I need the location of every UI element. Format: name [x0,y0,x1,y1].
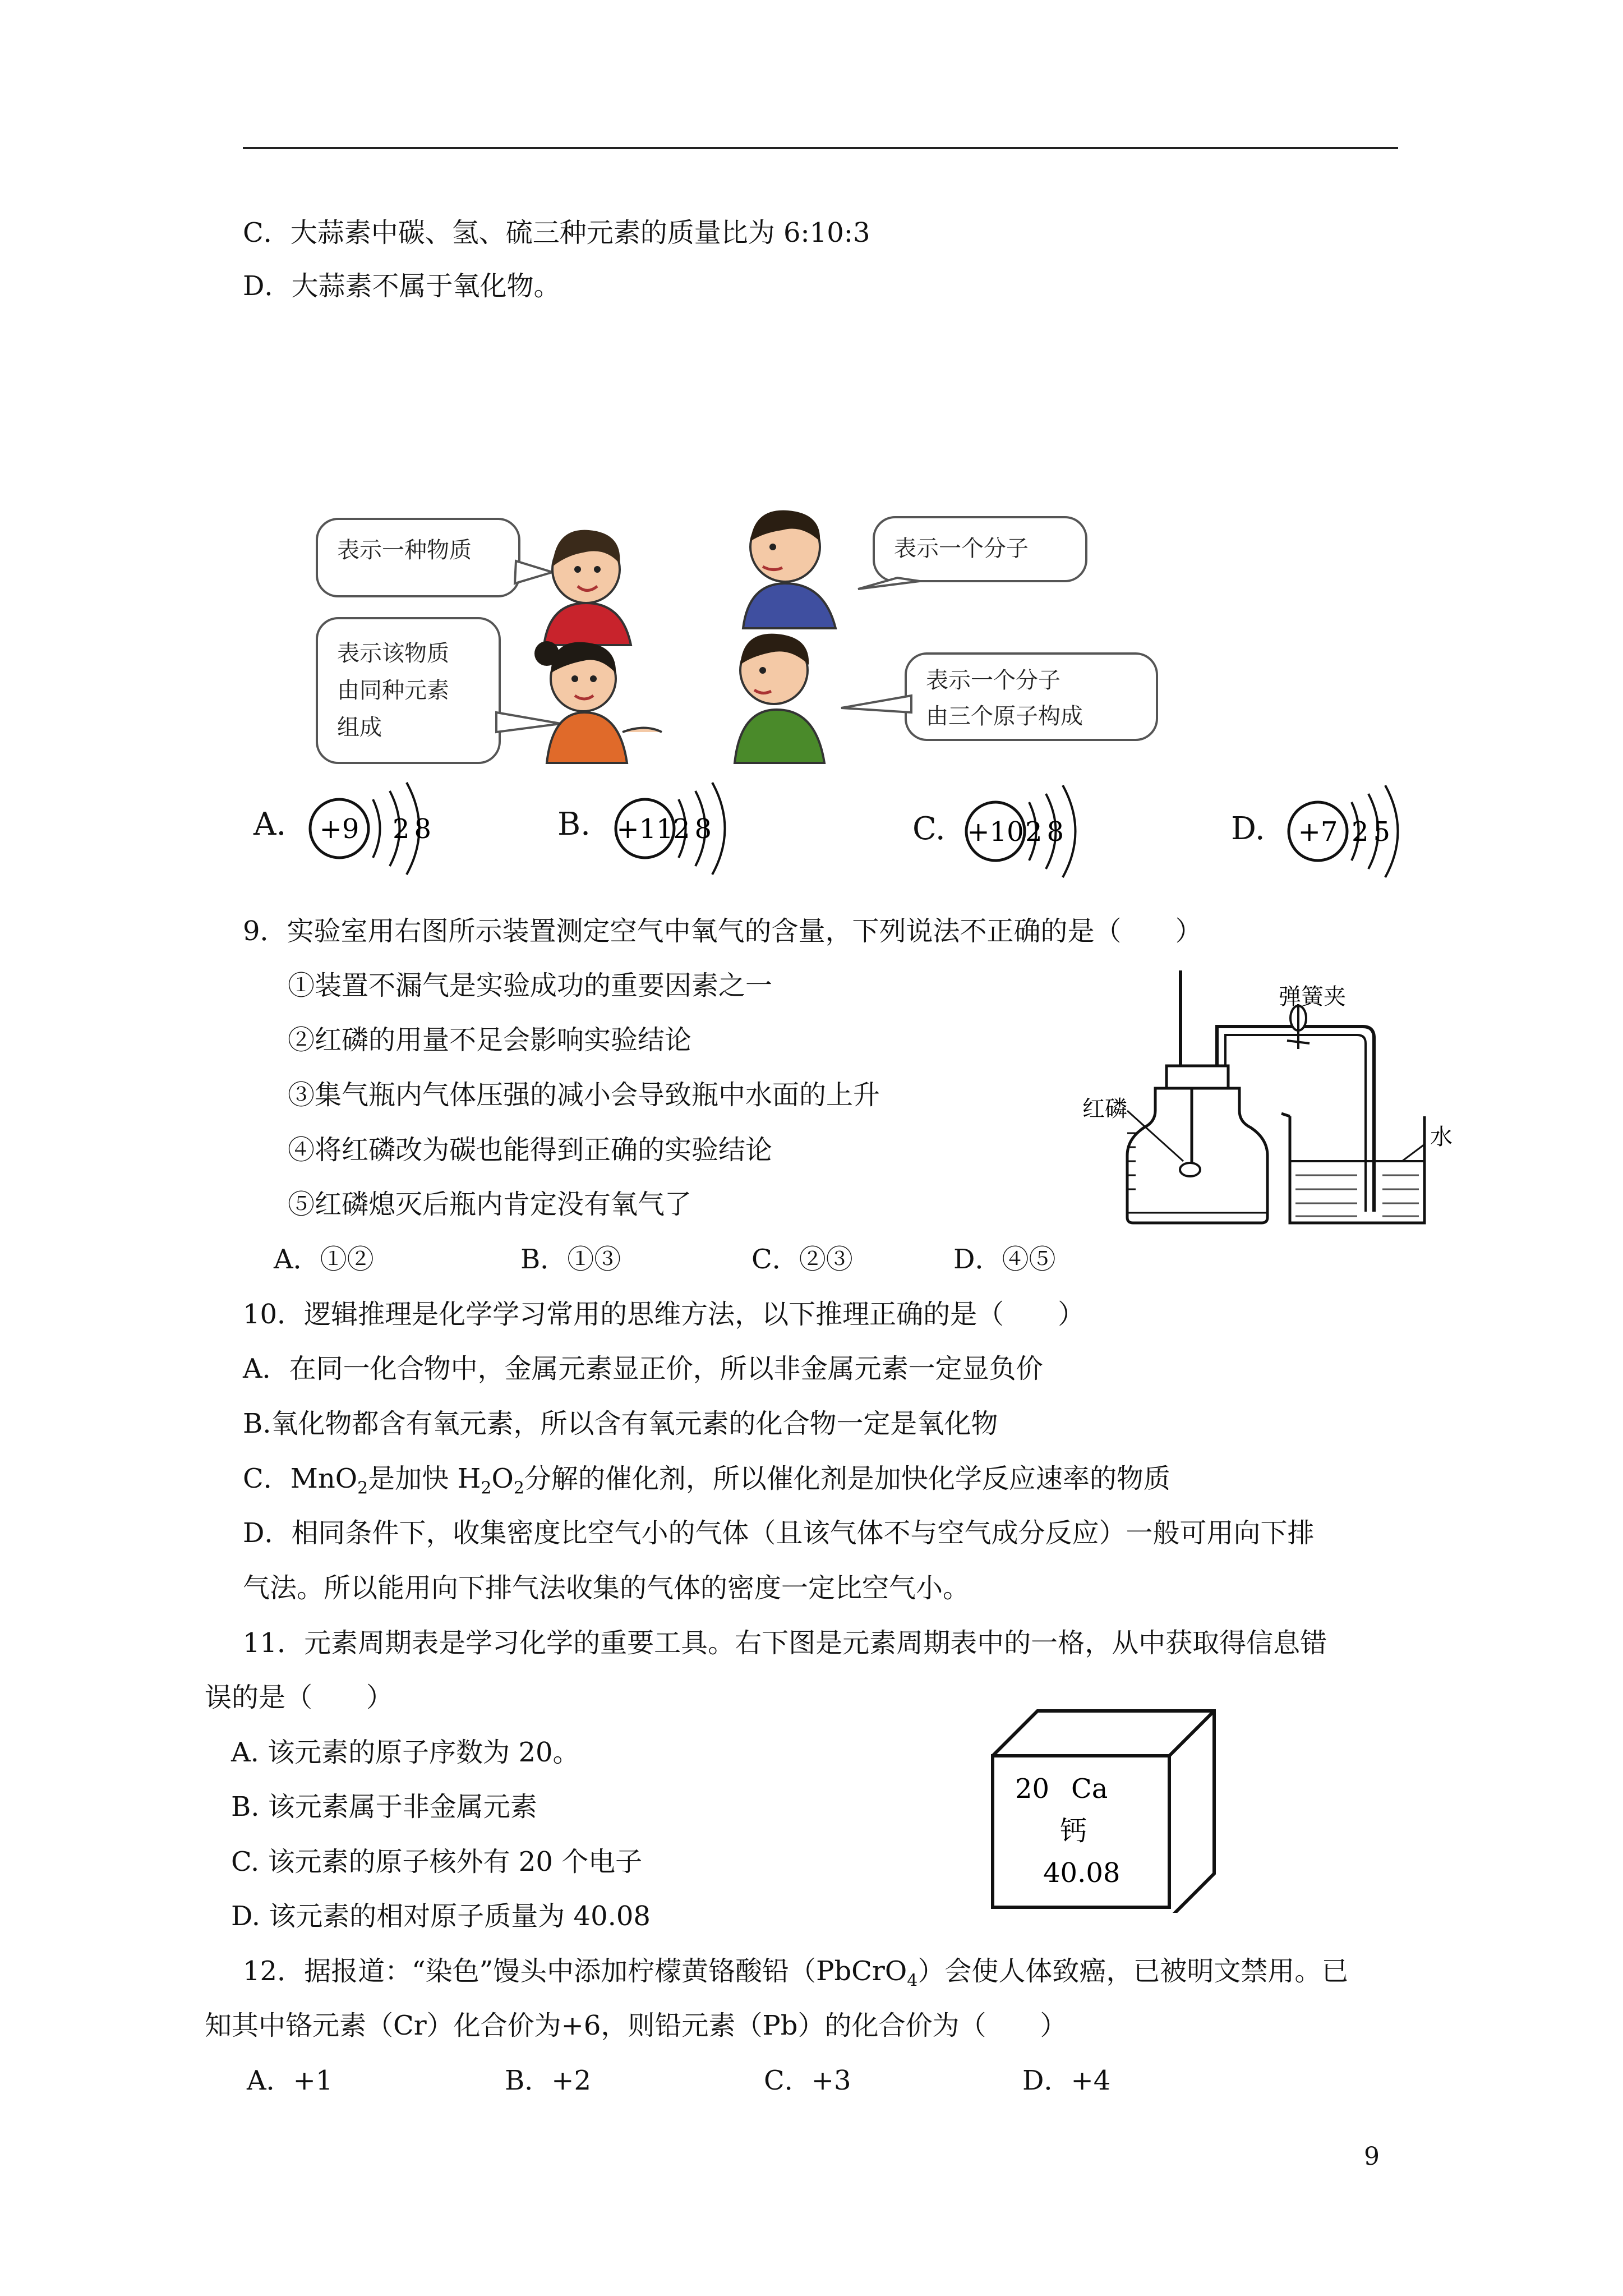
subscript: 2 [357,1478,368,1498]
atom-nucleus-label: +7 [1298,816,1338,848]
woman-icon [544,530,631,645]
subscript: 4 [907,1971,918,1991]
text-run: O [491,1463,514,1494]
q10-option-d-line2: 气法。所以能用向下排气法收集的气体的密度一定比空气小。 [243,1572,970,1604]
subscript: 2 [513,1478,524,1498]
q11-option-a: A. 该元素的原子序数为 20。 [231,1737,580,1768]
q9-statement: ①装置不漏气是实验成功的重要因素之一 [288,970,773,1001]
element-symbol: Ca [1071,1773,1108,1805]
atom-diagram [966,785,1076,877]
atom-diagram [616,783,725,875]
atom-shell-electrons: 28 [393,813,436,845]
q12-option-c: C．+3 [764,2065,851,2096]
text-run: ）会使人体致癌，已被明文禁用。已 [917,1955,1349,1987]
label-water: 水 [1430,1124,1453,1150]
atom-nucleus-label: +9 [319,813,359,845]
atom-option-letter: C. [912,811,946,847]
speech-bubble-text: 组成 [337,715,382,740]
text-run: 是加快 H [368,1463,481,1494]
page-number: 9 [1364,2142,1380,2171]
q12-stem-line2: 知其中铬元素（Cr）化合价为+6，则铅元素（Pb）的化合价为（ ） [205,2010,1067,2041]
q8-option-c: C．大蒜素中碳、氢、硫三种元素的质量比为 6:10:3 [243,217,870,249]
q10-option-d-line1: D．相同条件下，收集密度比空气小的气体（且该气体不与空气成分反应）一般可用向下排 [243,1517,1315,1549]
atom-nucleus-label: +10 [967,816,1024,848]
q11-stem-line2: 误的是（ ） [205,1682,394,1713]
speech-bubble-text: 表示一个分子 [926,668,1061,693]
atom-shell-electrons: 28 [1025,816,1069,848]
q11-option-b: B. 该元素属于非金属元素 [231,1791,537,1823]
q11-stem-line1: 11．元素周期表是学习化学的重要工具。右下图是元素周期表中的一格，从中获取得信息错 [243,1627,1327,1659]
label-spring-clip: 弹簧夹 [1279,984,1346,1010]
speech-bubble-text: 表示一种物质 [337,537,472,563]
atom-diagram [1289,785,1398,877]
speech-bubble-text: 表示一个分子 [894,536,1029,562]
atom-option-letter: A. [253,806,287,843]
element-atomic-mass: 40.08 [1043,1857,1121,1889]
q9-stem: 9．实验室用右图所示装置测定空气中氧气的含量，下列说法不正确的是（ ） [243,915,1202,947]
q9-option-a: A．①② [274,1244,374,1275]
q9-statement: ④将红磷改为碳也能得到正确的实验结论 [288,1134,773,1166]
text-run: 分解的催化剂，所以催化剂是加快化学反应速率的物质 [524,1463,1170,1494]
q12-option-a: A．+1 [247,2065,333,2096]
label-red-phosphorus: 红磷 [1082,1096,1127,1122]
q8-option-d: D．大蒜素不属于氧化物。 [243,270,561,302]
atom-nucleus-label: +11 [616,813,674,845]
q10-option-b: B.氧化物都含有氧元素，所以含有氧元素的化合物一定是氧化物 [243,1408,998,1439]
q9-statement: ②红磷的用量不足会影响实验结论 [288,1024,692,1056]
q10-option-c [243,1462,1170,1496]
q12-option-b: B．+2 [505,2065,592,2096]
q12-stem-line1 [243,1954,1349,1991]
text-run: C．MnO [243,1463,358,1494]
atom-option-letter: B. [557,806,591,843]
atom-shell-electrons: 25 [1352,816,1395,848]
q9-option-c: C．②③ [751,1244,853,1275]
cartoon-people-figure [0,0,1623,785]
q10-stem: 10．逻辑推理是化学学习常用的思维方法，以下推理正确的是（ ） [243,1299,1085,1330]
q9-option-b: B．①③ [520,1244,621,1275]
man-icon [743,510,836,628]
atom-structure-diagrams [0,769,1623,898]
oxygen-measurement-apparatus [1066,954,1458,1234]
subscript: 2 [481,1478,492,1498]
speech-bubble-text: 由同种元素 [337,678,449,703]
periodic-table-cell [987,1705,1223,1913]
element-name: 钙 [1060,1815,1087,1847]
atom-diagram [310,783,436,875]
atom-shell-electrons: 28 [673,813,717,845]
q9-statement: ③集气瓶内气体压强的减小会导致瓶中水面的上升 [288,1079,880,1111]
q11-option-c: C. 该元素的原子核外有 20 个电子 [231,1846,643,1878]
q12-option-d: D．+4 [1022,2065,1111,2096]
text-run: 12．据报道：“染色”馒头中添加柠檬黄铬酸铅（PbCrO [243,1955,907,1987]
girl-icon [534,641,662,763]
element-atomic-number: 20 [1015,1773,1050,1805]
boy-icon [735,634,824,763]
q10-option-a: A．在同一化合物中，金属元素显正价，所以非金属元素一定显负价 [243,1353,1043,1384]
q11-option-d: D. 该元素的相对原子质量为 40.08 [231,1901,651,1932]
q9-statement: ⑤红磷熄灭后瓶内肯定没有氧气了 [288,1189,692,1220]
atom-option-letter: D. [1231,811,1265,847]
speech-bubble-text: 由三个原子构成 [926,703,1083,729]
q9-option-d: D．④⑤ [953,1244,1056,1275]
speech-bubble-text: 表示该物质 [337,641,449,666]
